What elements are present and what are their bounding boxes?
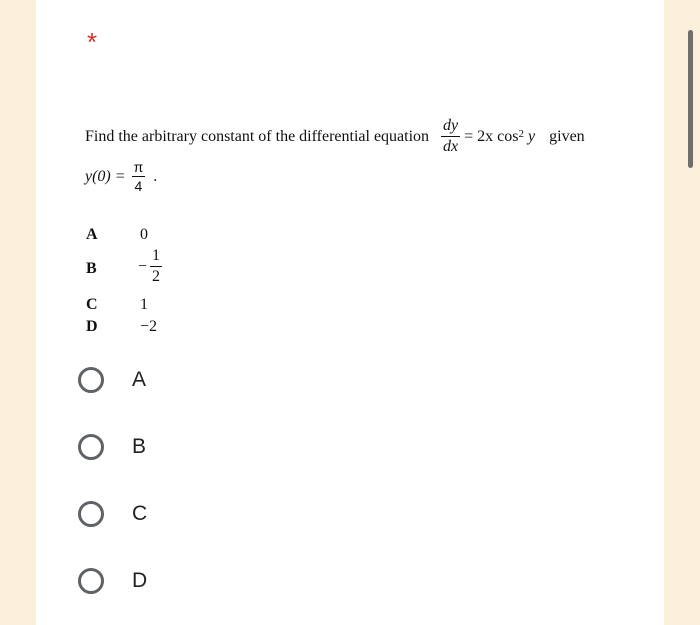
radio-label[interactable]: C: [132, 502, 148, 525]
condition-numerator: π: [133, 159, 144, 175]
question-suffix: given: [549, 127, 585, 145]
radio-label[interactable]: A: [132, 368, 147, 391]
radio-option-c[interactable]: [78, 497, 147, 531]
choice-value: 1: [140, 296, 148, 313]
radio-circle-icon[interactable]: [78, 501, 104, 527]
required-asterisk: *: [87, 27, 98, 57]
equation-power: 2: [518, 127, 525, 140]
choice-letter: B: [86, 260, 97, 277]
scrollbar[interactable]: [688, 30, 693, 168]
choice-sign: −: [138, 257, 148, 275]
condition-fraction: [132, 160, 146, 193]
choice-letter: D: [86, 318, 98, 335]
question-text: [85, 118, 585, 155]
radio-circle-icon[interactable]: [78, 367, 104, 393]
initial-condition: [85, 160, 157, 193]
choice-value: −2: [140, 318, 158, 335]
derivative-numerator: dy: [441, 118, 460, 137]
radio-option-a[interactable]: [78, 363, 146, 397]
radio-label[interactable]: D: [132, 569, 148, 592]
question-prefix: Find the arbitrary constant of the differential equation: [85, 127, 430, 145]
choice-denominator: 2: [152, 268, 161, 285]
radio-circle-icon[interactable]: [78, 568, 104, 594]
condition-end: .: [153, 167, 158, 185]
radio-option-b[interactable]: [78, 430, 146, 464]
equation-rhs: = 2x cos: [464, 127, 519, 145]
condition-lhs: y(0) =: [85, 167, 126, 185]
choice-letter: C: [86, 296, 98, 313]
choice-value: 0: [140, 226, 148, 243]
choice-numerator: 1: [150, 248, 162, 267]
derivative-fraction: [441, 118, 460, 155]
equation-variable: y: [528, 127, 536, 145]
radio-circle-icon[interactable]: [78, 434, 104, 460]
radio-option-d[interactable]: [78, 564, 147, 598]
condition-denominator: 4: [134, 178, 143, 194]
choice-value: [138, 248, 162, 285]
radio-label[interactable]: B: [132, 435, 147, 458]
choice-fraction: [150, 248, 162, 285]
derivative-denominator: dx: [443, 138, 459, 155]
choice-letter: A: [86, 226, 98, 243]
question-card: [36, 0, 664, 625]
